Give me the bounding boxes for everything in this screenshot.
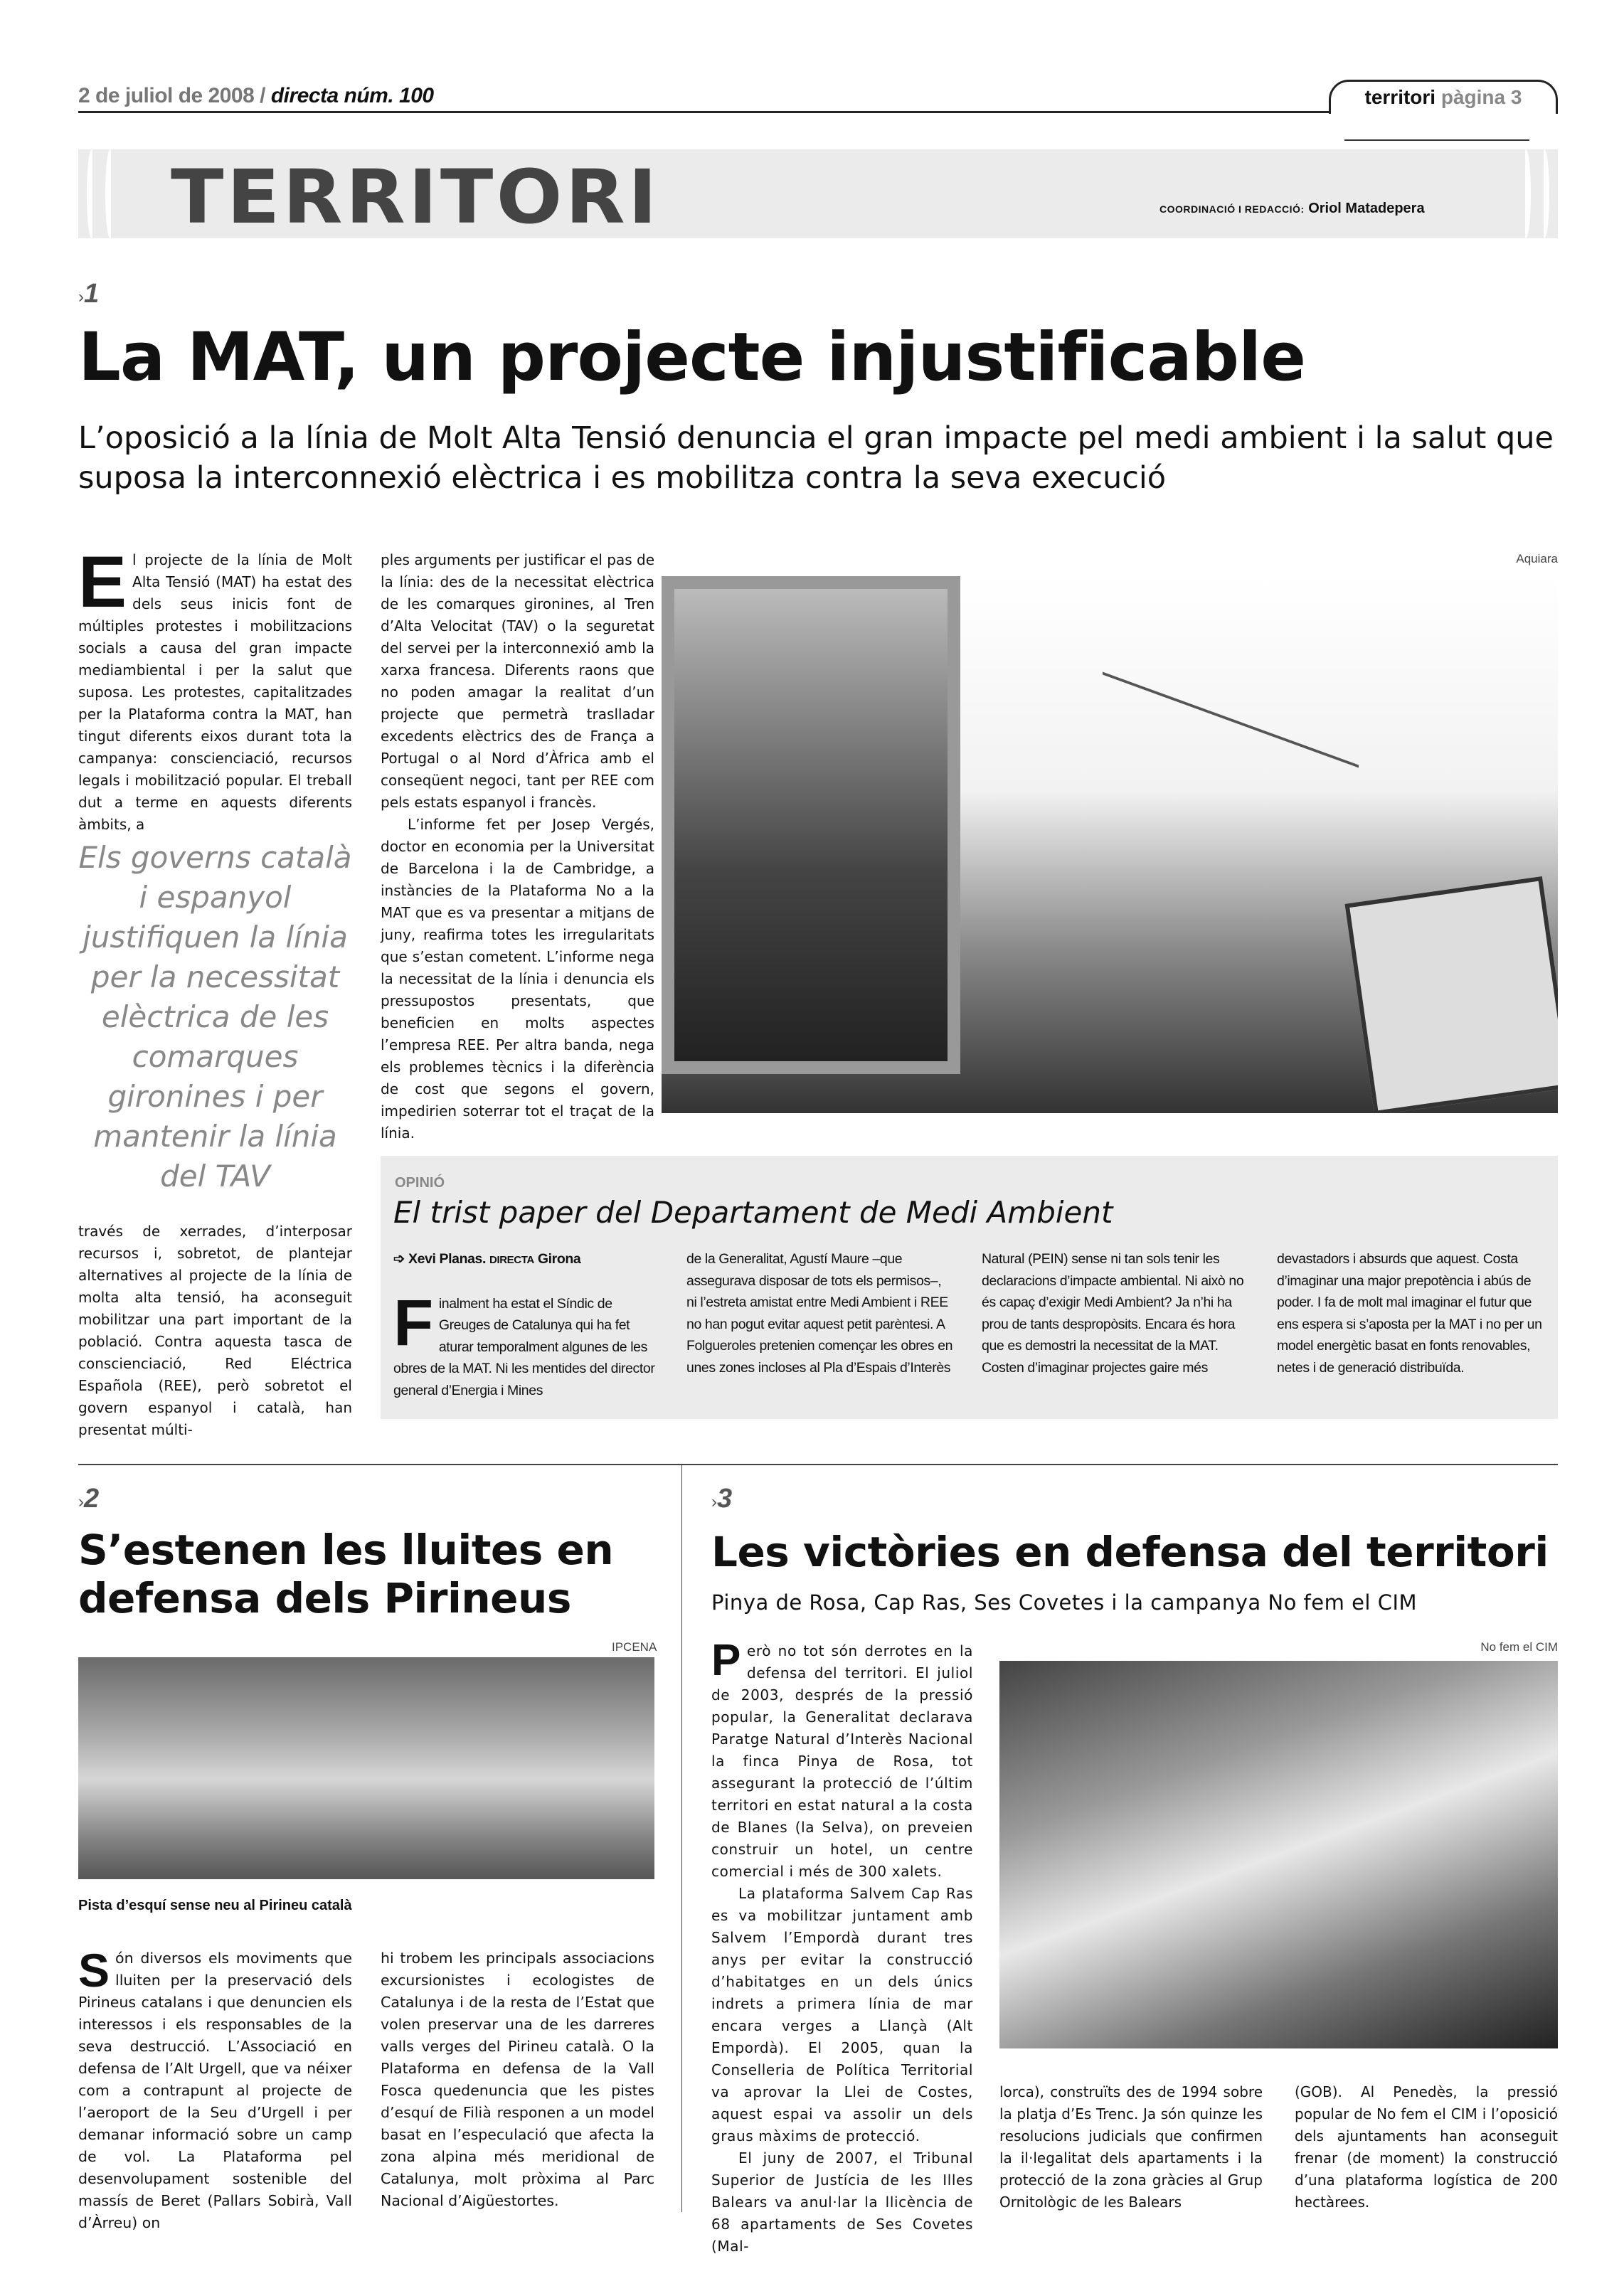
pull-quote: Els governs català i espanyol justifiquen la línia per la necessitat elèctrica de les comarques gironines i per mantenir la línia del TAV (78, 840, 352, 1194)
body-text: (GOB). Al Penedès, la pressió popular de No fem el CIM i l’oposició dels ajuntaments han aconseguit frenar (de moment) la construcció d’una plataforma logística de 200 hectàrees. (1295, 2083, 1558, 2211)
pylons-image (1103, 671, 1359, 978)
body-text: hi trobem les principals associacions excursionistes i ecologistes de Catalunya i de la resta de l’Estat que volen preservar una de les darreres valls verges del Pirineu català. O la Plataforma en defensa de la Vall Fosca quedenuncia que les pistes d’esquí de Filià responen a un model basat en l’especulació que afecta la zona alpina més meridional de Catalunya, molt pròxima al Parc Nacional d’Aigüestortes. (381, 1950, 654, 2209)
article-number: ›2 (78, 1484, 100, 1514)
article3-column1 (711, 1636, 973, 2258)
body-text: l projecte de la línia de Molt Alta Tensió (MAT) ha estat des dels seus inicis font de múltiples protestes i mobilitzacions socials a causa del gran impacte mediambiental i per la salut que suposa. Les protestes, capitalitzades per la Plataforma contra la MAT, han tingut diferents eixos durant tota la campanya: conscienciació, recursos legals i mobilització popular. El treball dut a terme en aquests diferents àmbits, a (78, 551, 352, 833)
drop-cap: S (78, 1944, 110, 1997)
photo-credit: IPCENA (612, 1640, 657, 1654)
short-rule (1344, 139, 1529, 141)
drop-cap: P (711, 1636, 741, 1685)
separator: / (260, 84, 265, 107)
opinion-column2: de la Generalitat, Agustí Maure –que assegurava disposar de tots els permisos–, ni l’estreta amistat entre Medi Ambient i REE no han pogut evitar aquest petit parèntesi. A Folgueroles pretenien començar les obres en unes zones incloses al Pla d’Espais d’Interès (686, 1251, 953, 1376)
opinion-column1 (393, 1248, 660, 1401)
snowmobiles-photo (78, 1657, 654, 1879)
matchbox-image (1344, 876, 1558, 1113)
tab-page-number: pàgina 3 (1440, 86, 1522, 108)
headline: Les victòries en defensa del territori (711, 1528, 1549, 1576)
body-text: ón diversos els moviments que lluiten per la preservació dels Pirineus catalans i que denuncien els interessos i els responsables de la seva destrucció. L’Associació en defensa de l’Alt Urgell, que va néixer com a contrapunt al projecte de l’aeroport de la Seu d’Urgell i per demanar informació sobre un camp de vol. La Plataforma pel desenvolupament sostenible del massís de Beret (Pallars Sobirà, Vall d’Àrreu) on (78, 1950, 352, 2231)
headline: La MAT, un projecte injustificable (78, 319, 1306, 396)
body-text: ples arguments per justificar el pas de la línia: des de la necessitat elèctrica de les comarques gironines, al Tren d’Alta Velocitat (TAV) o la seguretat del servei per la interconnexió amb la xarxa francesa. Diferents raons que no poden amagar la realitat d’un projecte que permetrà traslladar excedents elèctrics des de França a Portugal o al Nord d’Àfrica amb el conseqüent negoci, tant per REE com pels estats espanyol i francès. (381, 551, 654, 811)
subheadline: Pinya de Rosa, Cap Ras, Ses Covetes i la campanya No fem el CIM (711, 1590, 1418, 1615)
arrow-icon: ➩ (393, 1251, 405, 1267)
opinion-column3: Natural (PEIN) sense ni tan sols tenir les declaracions d’impacte ambiental. Ni això no és capaç d’exigir Medi Ambient? Ja n’hi ha prou de tants despropòsits. Encara és hora que es demostri la necessitat de la MAT. Costen d’imaginar projectes gaire més (982, 1251, 1244, 1376)
number-text: 2 (84, 1484, 100, 1514)
article3-column2 (999, 2081, 1263, 2213)
article1-column1-cont (78, 1221, 352, 1441)
protest-photo (999, 1661, 1558, 2048)
opinion-label: OPINIÓ (395, 1175, 445, 1191)
number-text: 3 (717, 1484, 733, 1514)
issue-number: directa núm. 100 (270, 84, 434, 107)
opinion-title: El trist paper del Departament de Medi Ambient (393, 1195, 1113, 1230)
body-text: L’informe fet per Josep Vergés, doctor en economia per la Universitat de Barcelona i la de Cambridge, a instàncies de la Plataforma No a la MAT que es va presentar a mitjans de juny, reafirma totes les irregularitats que s’estan cometent. L’informe nega la necessitat de la línia i denuncia els pressupostos presentats, que beneficien en molts aspectes l’empresa REE. Per altra banda, nega els problemes tècnics i la diferència de cost que segons el govern, impedirien soterrar tot el traçat de la línia. (381, 816, 654, 1142)
byline-name: Xevi Planas. (408, 1251, 487, 1267)
body-text: La plataforma Salvem Cap Ras es va mobilitzar juntament amb Salvem l’Empordà durant tres anys per evitar la construcció d’habitatges en un dels únics indrets a primera línia de mar encara verges a Llançà (Alt Empordà). El 2005, quan la Conselleria de Política Territorial va aprovar la Llei de Costes, aquest espai va assolir un dels graus màxims de protecció. (711, 1885, 973, 2144)
byline (393, 1248, 660, 1272)
issue-date (78, 84, 434, 108)
byline-publication: DIRECTA (489, 1254, 534, 1266)
opinion-column4: devastadors i absurds que aquest. Costa d’imaginar una major prepotència i abús de poder. I fa de molt mal imaginar el futur que ens espera si s’aposta per la MAT i no per un model energètic basat en fonts renovables, netes i de generació distribuïda. (1277, 1251, 1542, 1376)
section-divider (78, 1464, 1558, 1465)
headline: S’estenen les lluites en defensa dels Pirineus (78, 1526, 614, 1622)
coord-label: COORDINACIÓ I REDACCIÓ: (1159, 203, 1305, 215)
article2-column2 (381, 1947, 654, 2212)
byline-city: Girona (537, 1251, 581, 1267)
paren-decoration (105, 149, 115, 238)
coordination-credit (1159, 201, 1425, 217)
paren-decoration (87, 149, 97, 238)
section-title: TERRITORI (171, 154, 660, 240)
body-text: erò no tot són derrotes en la defensa del territori. El juliol de 2003, després de la pressió popular, la Generalitat declarava Paratge Natural d’Interès Nacional la finca Pinya de Rosa, tot assegurant la protecció de l’últim territori en estat natural a la costa de Blanes (la Selva), on preveien construir un hotel, un centre comercial i més de 300 xalets. (711, 1642, 973, 1880)
photo-caption: Pista d’esquí sense neu al Pirineu català (78, 1898, 352, 1913)
collage-photo (662, 576, 1558, 1113)
article-number: ›3 (711, 1484, 733, 1514)
subheadline: L’oposició a la línia de Molt Alta Tensió denuncia el gran impacte pel medi ambient i la salut que suposa la interconnexió elèctrica i es mobilitza contra la seva execució (78, 420, 1554, 496)
article1-column2 (381, 549, 654, 1144)
body-text: lorca), construïts des de 1994 sobre la platja d’Es Trenc. Ja són quinze les resolucions judicials que confirmen la il·legalitat dels apartaments i la protecció de la zona gràcies al Grup Ornitològic de les Balears (999, 2083, 1263, 2211)
date-text: 2 de juliol de 2008 (78, 84, 255, 107)
photo-credit: No fem el CIM (1480, 1640, 1558, 1654)
article1-column1 (78, 541, 352, 836)
tab-section: territori (1364, 86, 1436, 108)
drop-cap: F (393, 1286, 433, 1359)
article2-column1 (78, 1944, 352, 2234)
article-number: ›1 (78, 279, 100, 309)
number-text: 1 (84, 279, 100, 309)
framed-photo (662, 576, 960, 1074)
body-text: inalment ha estat el Síndic de Greuges de Catalunya qui ha fet aturar temporalment algunes de les obres de la MAT. Ni les mentides del director general d’Energia i Mines (393, 1295, 655, 1398)
photo-credit: Aquiara (1516, 552, 1558, 565)
body-text: El juny de 2007, el Tribunal Superior de Justícia de les Illes Balears va anul·lar la llicència de 68 apartaments de Ses Covetes (Mal- (711, 2149, 973, 2255)
coord-name: Oriol Matadepera (1308, 201, 1425, 216)
column-divider (681, 1465, 682, 2212)
paren-decoration (1539, 149, 1549, 238)
drop-cap: E (78, 541, 127, 622)
page-tab (1329, 80, 1558, 114)
article3-column3 (1295, 2081, 1558, 2213)
header-rule (78, 111, 1330, 113)
body-text: través de xerrades, d’interposar recursos i, sobretot, de plantejar alternatives al projecte de la línia de molta alta tensió, ha aconseguit mobilitzar una part important de la població. Contra aquesta tasca de conscienciació, Red Eléctrica Española (REE), però sobretot el govern espanyol i català, han presentat múlti- (78, 1223, 352, 1438)
paren-decoration (1521, 149, 1531, 238)
